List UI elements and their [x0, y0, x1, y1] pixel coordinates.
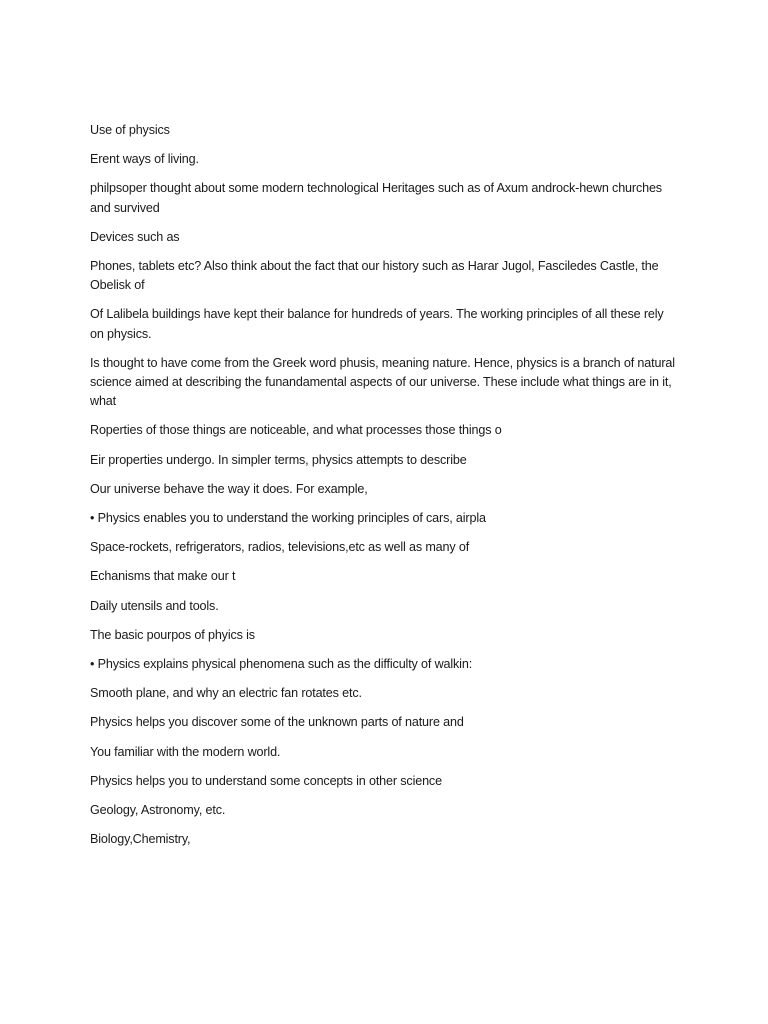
paragraph: Smooth plane, and why an electric fan rotates etc. [90, 686, 362, 701]
paragraph: Echanisms that make our t [90, 569, 236, 584]
paragraph: The basic pourpos of phyics is [90, 627, 255, 642]
bullet-paragraph: • Physics explains physical phenomena such as the difficulty of walkin: [90, 657, 473, 672]
paragraph: Use of physics [90, 123, 170, 137]
bullet-paragraph: • Physics enables you to understand the working principles of cars, airpla [90, 511, 486, 526]
paragraph: Phones, tablets etc? Also think about the fact that our history such as Harar Jugol, Fasciledes Castle, the Obelisk of [90, 259, 659, 293]
paragraph: Geology, Astronomy, etc. [90, 803, 226, 818]
paragraph: Roperties of those things are noticeable, and what processes those things o [90, 423, 502, 438]
paragraph: Physics helps you discover some of the unknown parts of nature and [90, 715, 464, 730]
paragraph: Erent ways of living. [90, 152, 199, 167]
document-body [90, 121, 680, 859]
paragraph: Eir properties undergo. In simpler terms, physics attempts to describe [90, 452, 467, 467]
paragraph: Our universe behave the way it does. For example, [90, 481, 368, 496]
paragraph: Physics helps you to understand some concepts in other science [90, 773, 442, 788]
paragraph: Devices such as [90, 229, 180, 244]
paragraph: Space-rockets, refrigerators, radios, televisions,etc as well as many of [90, 540, 470, 555]
paragraph: Daily utensils and tools. [90, 598, 219, 613]
paragraph: Biology,Chemistry, [90, 832, 191, 847]
paragraph: Of Lalibela buildings have kept their balance for hundreds of years. The working principles of all these rely on physics. [90, 307, 664, 341]
paragraph: You familiar with the modern world. [90, 744, 281, 759]
paragraph: Is thought to have come from the Greek word phusis, meaning nature. Hence, physics is a branch of natural science aimed at describing the funandamental aspects of our universe. These include what things are in it, what [90, 355, 675, 409]
paragraph: philpsoper thought about some modern technological Heritages such as of Axum androck-hewn churches and survived [90, 181, 662, 215]
